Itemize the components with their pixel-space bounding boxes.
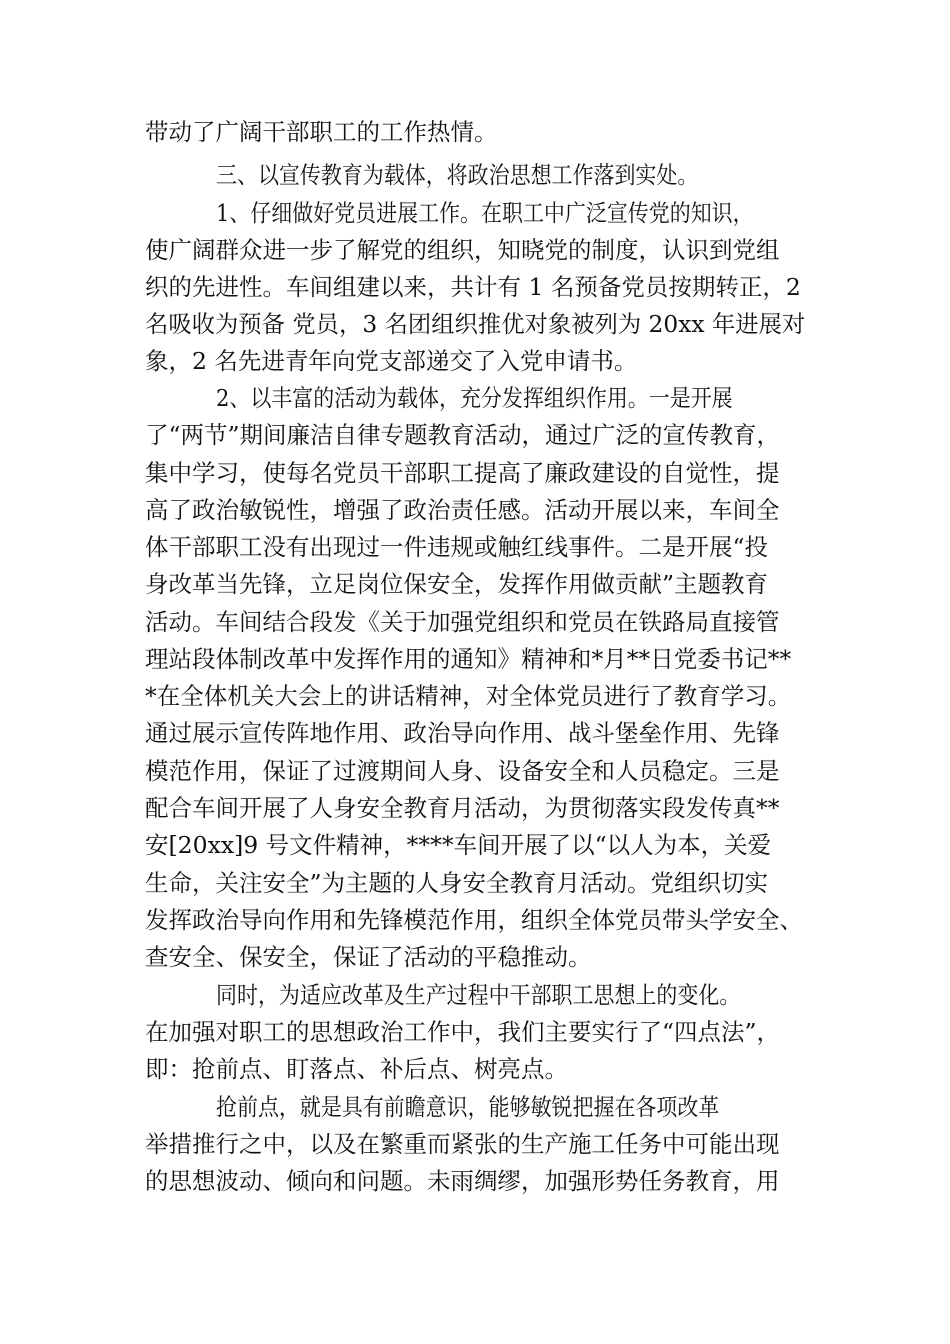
text-line: 集中学习，使每名党员干部职工提高了廉政建设的自觉性，提 <box>145 459 780 487</box>
text-line: 活动。车间结合段发《关于加强党组织和党员在铁路局直接管 <box>145 608 780 636</box>
text-line: 理站段体制改革中发挥作用的通知》精神和*月**日党委书记** <box>145 645 792 673</box>
text-line: 身改革当先锋，立足岗位保安全，发挥作用做贡献”主题教育 <box>145 570 769 598</box>
section-heading: 三、以宣传教育为载体，将政治思想工作落到实处。 <box>216 161 699 189</box>
text-line: 通过展示宣传阵地作用、政治导向作用、战斗堡垒作用、先锋 <box>145 719 780 747</box>
text-line: 抢前点，就是具有前瞻意识，能够敏锐把握在各项改革 <box>216 1093 720 1121</box>
text-line: 生命，关注安全”为主题的人身安全教育月活动。党组织切实 <box>145 869 769 897</box>
text-line: 安[20xx]9 号文件精神，****车间开展了以“以人为本，关爱 <box>145 831 772 859</box>
text-line: 的思想波动、倾向和问题。未雨绸缪，加强形势任务教育，用 <box>145 1167 780 1195</box>
text-line: 同时，为适应改革及生产过程中干部职工思想上的变化。 <box>216 981 741 1009</box>
text-line: 名吸收为预备 党员，3 名团组织推优对象被列为 20xx 年进展对 <box>145 310 806 338</box>
text-line: 象，2 名先进青年向党支部递交了入党申请书。 <box>145 347 638 375</box>
text-line: 发挥政治导向作用和先锋模范作用，组织全体党员带头学安全、 <box>145 906 803 934</box>
text-line: 举措推行之中，以及在繁重而紧张的生产施工任务中可能出现 <box>145 1130 780 1158</box>
text-line: 体干部职工没有出现过一件违规或触红线事件。二是开展“投 <box>145 533 769 561</box>
text-line: 查安全、保安全，保证了活动的平稳推动。 <box>145 943 592 971</box>
text-line: 1、仔细做好党员进展工作。在职工中广泛宣传党的知识， <box>216 199 754 227</box>
text-line: 带动了广阔干部职工的工作热情。 <box>145 118 498 146</box>
text-line: 高了政治敏锐性，增强了政治责任感。活动开展以来，车间全 <box>145 496 780 524</box>
text-line: 2、以丰富的活动为载体，充分发挥组织作用。一是开展 <box>216 384 733 412</box>
text-line: 了“两节”期间廉洁自律专题教育活动，通过广泛的宣传教育， <box>145 421 781 449</box>
text-line: 使广阔群众进一步了解党的组织，知晓党的制度，认识到党组 <box>145 236 780 264</box>
text-line: 配合车间开展了人身安全教育月活动，为贯彻落实段发传真** <box>145 794 780 822</box>
text-line: 在加强对职工的思想政治工作中，我们主要实行了“四点法”， <box>145 1018 781 1046</box>
text-line: *在全体机关大会上的讲话精神，对全体党员进行了教育学习。 <box>145 682 792 710</box>
text-line: 即：抢前点、盯落点、补后点、树亮点。 <box>145 1055 568 1083</box>
text-line: 模范作用，保证了过渡期间人身、设备安全和人员稳定。三是 <box>145 757 780 785</box>
text-line: 织的先进性。车间组建以来，共计有 1 名预备党员按期转正，2 <box>145 273 801 301</box>
